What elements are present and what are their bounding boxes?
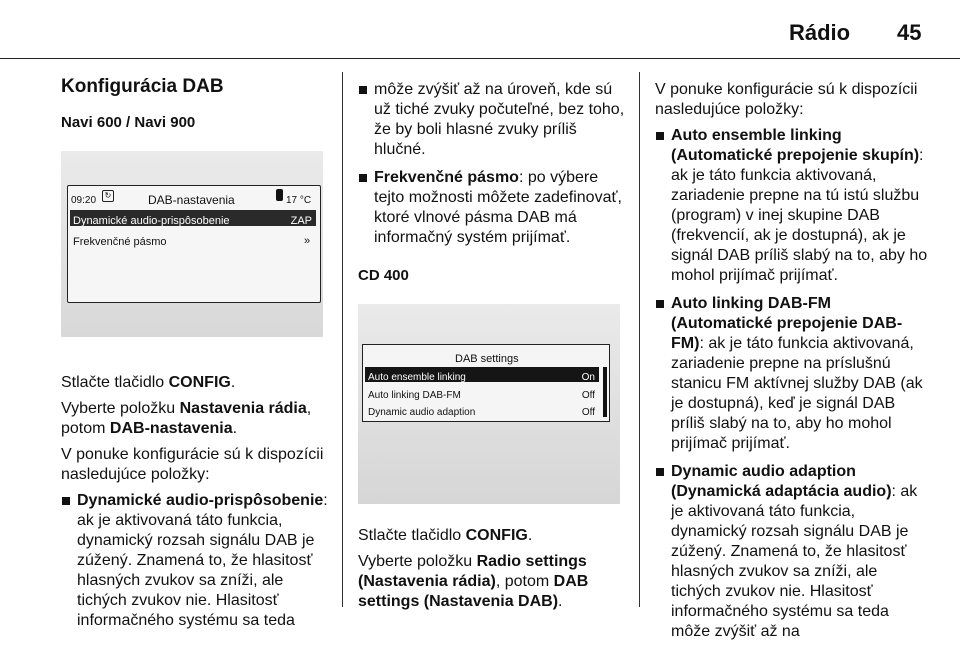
list-item: Dynamické audio-prispôsobenie: ak je aktivovaná táto funkcia, dynamický rozsah signálu DAB je zúžený. Znamená to, že hlasitosť hlasných zvukov sa zníži, ale tichých zvukov nie. Hlasitosť informačného systému sa teda: [61, 491, 331, 631]
section-heading: Konfigurácia DAB: [61, 76, 224, 97]
column-divider: [342, 72, 343, 607]
menu-item-value: ZAP: [290, 215, 312, 227]
list-item: Auto ensemble linking (Automatické prepojenie skupín): ak je táto funkcia aktivovaná, zariadenie prepne na tú istú službu (program) v inej skupine DAB (frekvencií, ak je dostupná), ak je signál DAB príliš slabý na to, aby ho mohol prijímač prijímať.: [655, 126, 930, 286]
list-item: Dynamic audio adaption (Dynamická adaptácia audio): ak je aktivovaná táto funkcia, dynamický rozsah signálu DAB je zúžený. Znamená to, že hlasitosť hlasných zvukov sa zníži, ale tichých zvukov nie. Hlasitosť informačného systému sa teda môže zvýšiť až na: [655, 462, 930, 642]
instruction-paragraph: Vyberte položku Radio settings (Nastavenia rádia), potom DAB settings (Nastavenia DAB).: [358, 553, 589, 610]
page-header: [0, 0, 960, 59]
column-2: [358, 80, 628, 618]
sync-icon: ↻: [102, 190, 114, 202]
navi-screenshot: [61, 151, 323, 337]
list-item: Auto linking DAB-FM (Automatické prepojenie DAB-FM): ak je táto funkcia aktivovaná, zariadenie prepne na príslušnú stanicu FM aktívnej služby DAB (ak je dostupná), keď je signál DAB príliš slabý na to, aby ho mohol prijímač prijímať.: [655, 294, 930, 454]
column-divider: [639, 72, 640, 607]
temperature-text: 17 °C: [286, 195, 312, 206]
chevron-right-icon: »: [304, 235, 311, 247]
menu-item-dynamic-audio: Dynamic audio adaption Off: [368, 407, 595, 418]
column-3: [655, 80, 930, 650]
menu-item-label: Dynamické audio-prispôsobenie: [73, 215, 230, 227]
subheading-cd400: CD 400: [358, 267, 409, 284]
instruction-paragraph: Vyberte položku Nastavenia rádia, potom DAB-nastavenia.: [61, 400, 312, 437]
column-1: [61, 70, 331, 639]
cd400-screenshot: [358, 304, 620, 504]
instruction-paragraph: Stlačte tlačidlo CONFIG.: [61, 374, 236, 391]
menu-item-auto-ensemble: Auto ensemble linking On: [365, 367, 599, 382]
body-paragraph: V ponuke konfigurácie sú k dispozícii nasledujúce položky:: [655, 81, 918, 118]
clock-text: 09:20: [71, 195, 97, 206]
body-paragraph: V ponuke konfigurácie sú k dispozícii nasledujúce položky:: [61, 446, 324, 483]
page-number: 45: [897, 20, 922, 45]
section-title: Rádio: [789, 20, 851, 45]
screen-title: DAB-nastavenia: [148, 193, 235, 207]
scrollbar: [603, 367, 607, 417]
menu-item-auto-linking: Auto linking DAB-FM Off: [368, 390, 595, 401]
cd400-screen: [362, 344, 610, 422]
subheading-navi: Navi 600 / Navi 900: [61, 114, 196, 131]
list-item: Frekvenčné pásmo: po výbere tejto možnosti môžete zadefinovať, ktoré vlnové pásma DAB má informačný systém prijímať.: [358, 168, 628, 248]
menu-item-dynamic-audio: [70, 210, 316, 226]
menu-item-frequency-band: Frekvenčné pásmo: [73, 236, 167, 248]
thermometer-icon: [276, 189, 283, 201]
navi-screen: [67, 185, 321, 303]
list-item-continued: môže zvýšiť až na úroveň, kde sú už tiché zvuky počuteľné, bez toho, že by boli hlasné zvuky príliš hlučné.: [358, 80, 628, 160]
instruction-paragraph: Stlačte tlačidlo CONFIG.: [358, 527, 533, 544]
screen-title: DAB settings: [455, 353, 519, 365]
